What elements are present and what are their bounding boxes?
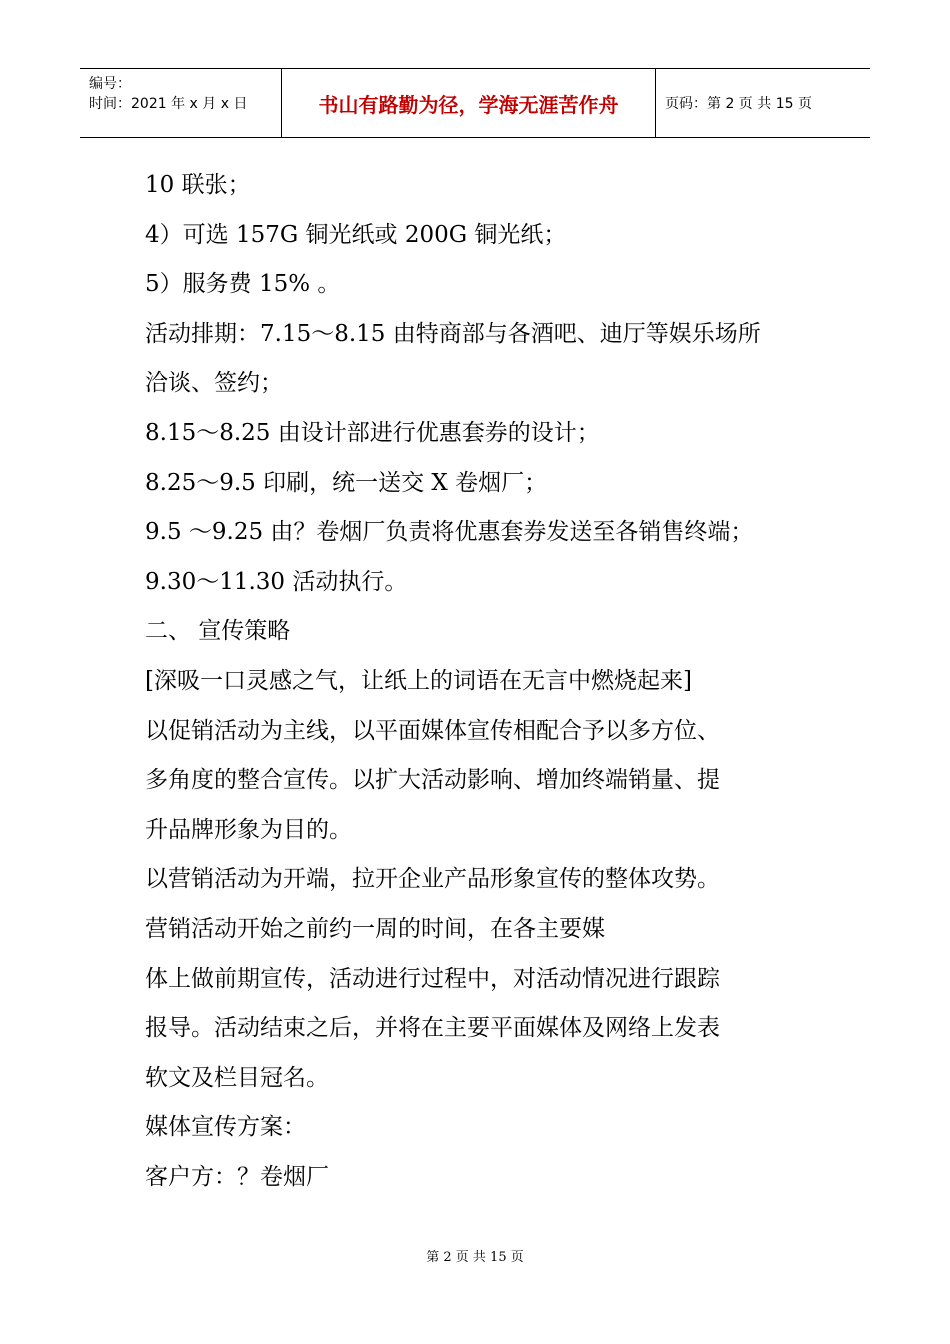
text-line: 8.25～9.5 印刷，统一送交 X 卷烟厂； <box>145 469 548 496</box>
header-meta <box>80 69 282 137</box>
text-line: [深吸一口灵感之气，让纸上的词语在无言中燃烧起来] <box>145 667 692 694</box>
document-number-label: 编号： <box>89 76 131 92</box>
text-line: 软文及栏目冠名。 <box>145 1064 329 1091</box>
text-line: 营销活动开始之前约一周的时间，在各主要媒 <box>145 915 605 942</box>
text-line: 10 联张； <box>145 172 251 198</box>
text-line: 4）可选 157G 铜光纸或 200G 铜光纸； <box>145 221 567 248</box>
text-line: 报导。活动结束之后，并将在主要平面媒体及网络上发表 <box>145 1015 720 1042</box>
text-line: 多角度的整合宣传。以扩大活动影响、增加终端销量、提 <box>145 767 720 794</box>
document-body <box>145 165 815 1206</box>
text-line: 8.15～8.25 由设计部进行优惠套券的设计； <box>145 419 600 446</box>
text-line: 体上做前期宣传，活动进行过程中，对活动情况进行跟踪 <box>145 965 720 992</box>
text-line: 洽谈、签约； <box>145 370 283 397</box>
header-motto: 书山有路勤为径，学海无涯苦作舟 <box>282 69 656 137</box>
page-header <box>80 68 870 138</box>
text-line: 活动排期：7.15～8.15 由特商部与各酒吧、迪厅等娱乐场所 <box>145 320 761 347</box>
page-footer: 第 2 页 共 15 页 <box>426 1250 524 1265</box>
document-time-label: 时间：2021 年 x 月 x 日 <box>89 96 248 112</box>
text-line: 5）服务费 15% 。 <box>145 271 341 298</box>
text-line: 升品牌形象为目的。 <box>145 816 352 843</box>
text-line: 以营销活动为开端，拉开企业产品形象宣传的整体攻势。 <box>145 866 720 893</box>
text-line: 9.30～11.30 活动执行。 <box>145 568 408 595</box>
text-line: 9.5 ～9.25 由？卷烟厂负责将优惠套券发送至各销售终端； <box>145 519 754 546</box>
text-line: 客户方：？卷烟厂 <box>145 1163 329 1190</box>
text-line: 媒体宣传方案： <box>145 1114 306 1141</box>
section-heading: 二、 宣传策略 <box>145 618 291 645</box>
text-line: 以促销活动为主线，以平面媒体宣传相配合予以多方位、 <box>145 717 720 744</box>
header-page-number: 页码：第 2 页 共 15 页 <box>665 96 812 112</box>
